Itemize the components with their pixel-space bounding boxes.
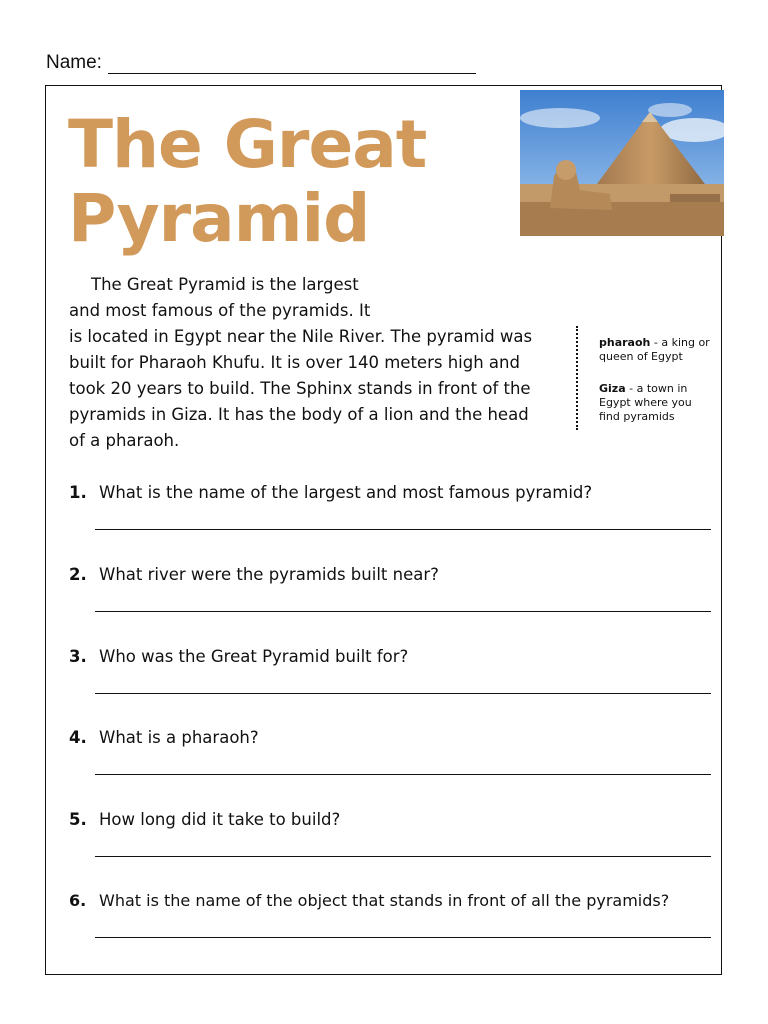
question-number: 3. bbox=[69, 647, 87, 666]
name-label: Name: bbox=[46, 52, 102, 73]
name-blank-line[interactable] bbox=[108, 55, 476, 74]
glossary-divider bbox=[576, 326, 578, 430]
passage-line: is located in Egypt near the Nile River. The pyramid was bbox=[69, 327, 533, 346]
passage-line: pyramids in Giza. It has the body of a lion and the head bbox=[69, 405, 529, 424]
question-2 bbox=[69, 565, 729, 585]
title-line-2: Pyramid bbox=[68, 180, 370, 257]
question-number: 1. bbox=[69, 483, 87, 502]
answer-line[interactable] bbox=[95, 611, 711, 612]
question-text: What river were the pyramids built near? bbox=[99, 565, 439, 584]
glossary-term: pharaoh bbox=[599, 336, 651, 349]
passage-line: built for Pharaoh Khufu. It is over 140 meters high and bbox=[69, 353, 520, 372]
answer-line[interactable] bbox=[95, 774, 711, 775]
passage-line: of a pharaoh. bbox=[69, 431, 180, 450]
reading-passage bbox=[69, 272, 569, 454]
question-number: 6. bbox=[69, 891, 87, 910]
question-text: What is the name of the object that stands in front of all the pyramids? bbox=[99, 891, 670, 910]
question-5 bbox=[69, 810, 729, 830]
question-4 bbox=[69, 728, 729, 748]
question-1 bbox=[69, 483, 729, 503]
glossary-entry-pharaoh bbox=[599, 336, 714, 364]
question-text: What is a pharaoh? bbox=[99, 728, 259, 747]
question-number: 5. bbox=[69, 810, 87, 829]
glossary-entry-giza bbox=[599, 382, 714, 424]
answer-line[interactable] bbox=[95, 856, 711, 857]
answer-line[interactable] bbox=[95, 529, 711, 530]
answer-line[interactable] bbox=[95, 693, 711, 694]
glossary-definition: - a king or queen of Egypt bbox=[599, 336, 710, 363]
answer-line[interactable] bbox=[95, 937, 711, 938]
question-number: 2. bbox=[69, 565, 87, 584]
passage-line: The Great Pyramid is the largest bbox=[91, 275, 359, 294]
question-3 bbox=[69, 647, 729, 667]
glossary-term: Giza bbox=[599, 382, 626, 395]
question-text: Who was the Great Pyramid built for? bbox=[99, 647, 409, 666]
name-row bbox=[46, 52, 476, 74]
pyramid-sphinx-photo bbox=[520, 90, 724, 236]
glossary-definition: - a town in Egypt where you find pyramids bbox=[599, 382, 692, 423]
title-line-1: The Great bbox=[68, 106, 427, 183]
question-number: 4. bbox=[69, 728, 87, 747]
passage-line: and most famous of the pyramids. It bbox=[69, 301, 371, 320]
question-6 bbox=[69, 891, 729, 911]
passage-line: took 20 years to build. The Sphinx stands in front of the bbox=[69, 379, 531, 398]
question-text: What is the name of the largest and most famous pyramid? bbox=[99, 483, 593, 502]
question-text: How long did it take to build? bbox=[99, 810, 341, 829]
worksheet-title bbox=[68, 108, 426, 256]
